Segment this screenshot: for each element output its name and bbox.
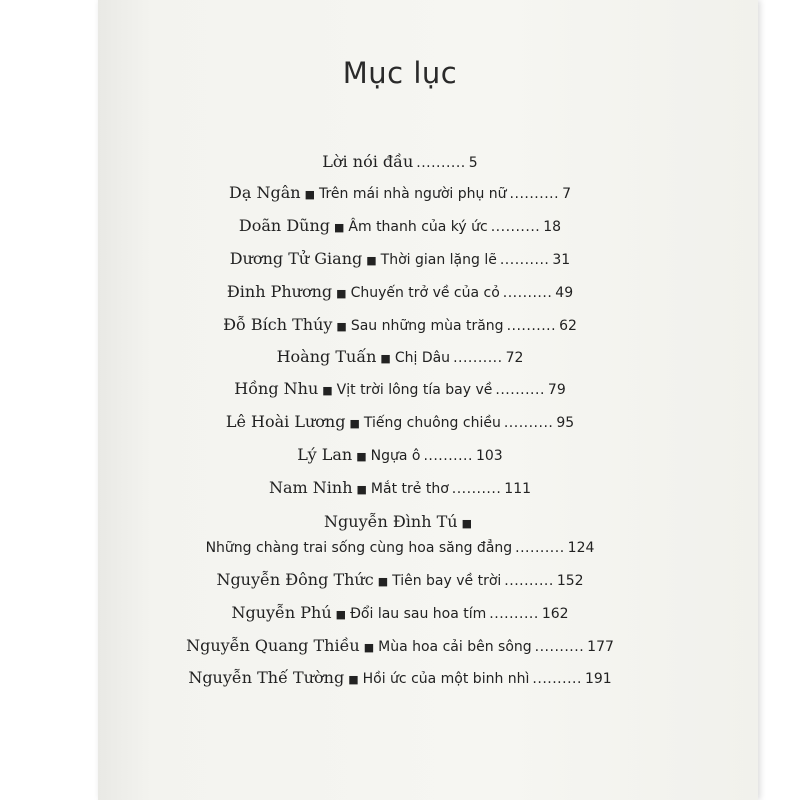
toc-author: Nguyễn Đình Tú [324, 512, 458, 531]
toc-leader-dots: .......... [453, 350, 503, 366]
toc-entry [0, 445, 800, 464]
toc-separator: ■ [335, 607, 347, 621]
toc-separator: ■ [336, 319, 347, 333]
toc-work-title: Hồi ức của một binh nhì [362, 671, 530, 687]
toc-page-number: 95 [556, 415, 575, 431]
toc-author: Dương Tử Giang [229, 249, 363, 268]
toc-author: Nguyễn Thế Tường [188, 668, 345, 687]
toc-author: Lời nói đầu [322, 152, 414, 171]
toc-work-title: Mắt trẻ thơ [370, 481, 449, 497]
toc-author: Nguyễn Quang Thiều [186, 636, 360, 655]
toc-page-number: 162 [541, 606, 569, 622]
toc-leader-dots: .......... [509, 186, 560, 202]
toc-entry [0, 249, 800, 268]
toc-separator: ■ [334, 220, 345, 234]
page-title: Mục lục [342, 56, 458, 90]
toc-work-title: Chuyến trở về của cỏ [350, 285, 500, 301]
toc-page-number: 103 [475, 448, 503, 464]
toc-leader-dots: .......... [423, 448, 473, 464]
toc-work-title: Trên mái nhà người phụ nữ [318, 186, 507, 202]
toc-author: Lê Hoài Lương [225, 412, 346, 431]
toc-author: Hồng Nhu [234, 379, 319, 398]
toc-separator: ■ [377, 574, 389, 588]
toc-separator: ■ [304, 187, 315, 201]
toc-leader-dots: .......... [451, 481, 502, 497]
toc-work-title: Những chàng trai sống cùng hoa săng đẳng [205, 540, 513, 556]
toc-author: Đỗ Bích Thúy [223, 315, 333, 334]
toc-work-title: Chị Dâu [394, 350, 451, 366]
toc-leader-dots: .......... [499, 252, 550, 268]
toc-author: Hoàng Tuấn [276, 347, 377, 366]
toc-page-number: 152 [556, 573, 584, 589]
toc-leader-dots: .......... [503, 415, 554, 431]
toc-work-title: Tiên bay về trời [392, 573, 502, 589]
toc-leader-dots: .......... [515, 540, 565, 556]
toc-entry [0, 538, 800, 556]
toc-leader-dots: .......... [502, 285, 553, 301]
toc-leader-dots: .......... [416, 155, 466, 171]
toc-page-number: 49 [555, 285, 574, 301]
toc-page-number: 79 [547, 382, 566, 398]
toc-entry [0, 512, 800, 531]
toc-leader-dots: .......... [534, 639, 585, 655]
toc-separator: ■ [461, 516, 472, 530]
toc-page-number: 72 [505, 350, 524, 366]
toc-leader-dots: .......... [490, 219, 541, 235]
toc-work-title: Đổi lau sau hoa tím [350, 606, 487, 622]
toc-work-title: Tiếng chuông chiều [363, 415, 501, 431]
toc-separator: ■ [356, 449, 367, 463]
toc-work-title: Mùa hoa cải bên sông [378, 639, 532, 655]
toc-entry [0, 379, 800, 398]
toc-separator: ■ [322, 383, 333, 397]
toc-author: Nguyễn Đông Thức [216, 570, 374, 589]
toc-author: Doãn Dũng [238, 216, 330, 235]
toc-work-title: Sau những mùa trăng [350, 318, 504, 334]
toc-author: Đinh Phương [226, 282, 333, 301]
toc-page-number: 18 [543, 219, 562, 235]
toc-work-title: Âm thanh của ký ức [348, 219, 488, 235]
toc-leader-dots: .......... [504, 573, 554, 589]
toc-leader-dots: .......... [495, 382, 545, 398]
toc-author: Nam Ninh [268, 478, 353, 497]
toc-separator: ■ [356, 482, 367, 496]
toc-page-number: 5 [468, 155, 478, 171]
toc-author: Dạ Ngân [229, 183, 301, 202]
toc-entry [0, 282, 800, 301]
toc-page-number: 62 [559, 318, 577, 334]
toc-page-number: 124 [567, 540, 595, 556]
toc-entry [0, 412, 800, 431]
toc-author: Nguyễn Phú [231, 603, 332, 622]
toc-separator: ■ [349, 416, 360, 430]
toc-entry [0, 603, 800, 622]
toc-separator: ■ [336, 286, 347, 300]
toc-entry [0, 347, 800, 366]
toc-page-number: 191 [584, 671, 612, 687]
toc-entry [0, 315, 800, 334]
toc-entry [0, 636, 800, 655]
toc-entry [0, 570, 800, 589]
toc-entry [0, 152, 800, 171]
toc-leader-dots: .......... [489, 606, 539, 622]
toc-leader-dots: .......... [506, 318, 557, 334]
toc-entry [0, 668, 800, 687]
toc-page-number: 177 [587, 639, 614, 655]
toc-entry [0, 478, 800, 497]
toc-separator: ■ [348, 672, 359, 686]
toc-separator: ■ [380, 351, 391, 365]
toc-separator: ■ [363, 640, 375, 654]
toc-work-title: Thời gian lặng lẽ [380, 252, 497, 268]
toc-author: Lý Lan [297, 445, 353, 464]
toc-page-number: 31 [552, 252, 571, 268]
toc-page-number: 111 [504, 481, 532, 497]
toc-work-title: Vịt trời lông tía bay về [336, 382, 493, 398]
toc-work-title: Ngựa ô [370, 448, 421, 464]
toc-page-number: 7 [562, 186, 571, 202]
toc-entry [0, 216, 800, 235]
toc-leader-dots: .......... [532, 671, 582, 687]
toc-separator: ■ [366, 253, 377, 267]
toc-entry [0, 183, 800, 202]
